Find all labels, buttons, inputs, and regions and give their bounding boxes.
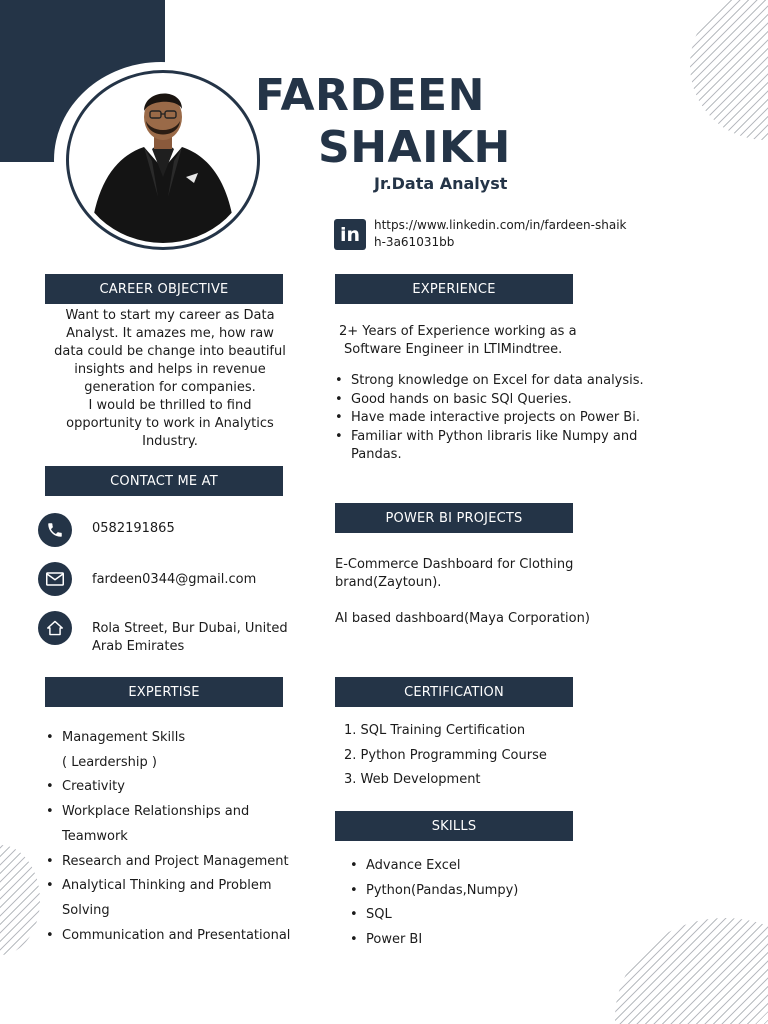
objective-line: insights and helps in revenue bbox=[74, 362, 266, 377]
avatar bbox=[74, 77, 252, 243]
skills-heading: SKILLS bbox=[335, 811, 573, 841]
skills-list bbox=[350, 854, 590, 953]
career-objective-text bbox=[40, 307, 300, 451]
list-item: • Advance Excel bbox=[350, 854, 590, 879]
experience-heading: EXPERIENCE bbox=[335, 274, 573, 304]
career-objective-heading: CAREER OBJECTIVE bbox=[45, 274, 283, 304]
list-item: • Good hands on basic SQl Queries. bbox=[335, 391, 680, 410]
expertise-list bbox=[46, 726, 336, 948]
hatched-circle-decoration bbox=[690, 0, 768, 140]
list-item: • SQL bbox=[350, 903, 590, 928]
linkedin-link[interactable]: https://www.linkedin.com/in/fardeen-shaikh-3a61031bb bbox=[374, 218, 627, 249]
experience-summary bbox=[339, 323, 659, 359]
list-item: 1. SQL Training Certification bbox=[344, 723, 526, 738]
list-item: • Research and Project Management bbox=[46, 850, 336, 875]
home-icon bbox=[38, 611, 72, 645]
experience-summary-line: 2+ Years of Experience working as a bbox=[339, 324, 577, 339]
certification-list bbox=[344, 719, 604, 793]
address-line: Arab Emirates bbox=[92, 639, 185, 654]
power-bi-project-2: AI based dashboard(Maya Corporation) bbox=[335, 611, 590, 626]
list-item: • Familiar with Python libraris like Numpy and Pandas. bbox=[335, 428, 680, 465]
expertise-heading: EXPERTISE bbox=[45, 677, 283, 707]
experience-summary-line: Software Engineer in LTIMindtree. bbox=[344, 342, 563, 357]
power-bi-projects-heading: POWER BI PROJECTS bbox=[335, 503, 573, 533]
list-item: • Strong knowledge on Excel for data analysis. bbox=[335, 372, 680, 391]
address-line: Rola Street, Bur Dubai, United bbox=[92, 621, 288, 636]
objective-line: Analyst. It amazes me, how raw bbox=[66, 326, 274, 341]
phone-icon bbox=[38, 513, 72, 547]
list-item: • Workplace Relationships and bbox=[46, 800, 336, 825]
phone-number[interactable]: 0582191865 bbox=[92, 521, 175, 536]
project-line: E-Commerce Dashboard for Clothing bbox=[335, 557, 574, 572]
first-name: FARDEEN bbox=[255, 70, 485, 121]
objective-line: generation for companies. bbox=[84, 380, 256, 395]
objective-line: Want to start my career as Data bbox=[65, 308, 275, 323]
list-item: • Analytical Thinking and Problem bbox=[46, 874, 336, 899]
list-item: 2. Python Programming Course bbox=[344, 747, 547, 763]
contact-heading: CONTACT ME AT bbox=[45, 466, 283, 496]
address bbox=[92, 620, 288, 656]
list-item: 3. Web Development bbox=[344, 772, 481, 787]
experience-bullet-list bbox=[335, 372, 680, 465]
list-item-continuation: ( Leardership ) bbox=[62, 754, 157, 770]
list-item: • Management Skills bbox=[46, 726, 336, 751]
list-item-continuation: Teamwork bbox=[62, 828, 128, 844]
hatched-circle-decoration bbox=[615, 918, 768, 1024]
list-item: • Power BI bbox=[350, 928, 590, 953]
list-item-continuation: Solving bbox=[62, 902, 110, 918]
certification-heading: CERTIFICATION bbox=[335, 677, 573, 707]
linkedin-icon[interactable]: in bbox=[334, 219, 366, 250]
hatched-circle-decoration bbox=[0, 845, 40, 955]
email-address[interactable]: fardeen0344@gmail.com bbox=[92, 572, 257, 587]
job-title: Jr.Data Analyst bbox=[374, 174, 508, 193]
person-photo bbox=[74, 77, 252, 243]
list-item: • Creativity bbox=[46, 775, 336, 800]
objective-line: opportunity to work in Analytics bbox=[66, 416, 274, 431]
list-item: • Communication and Presentational bbox=[46, 924, 336, 949]
objective-line: I would be thrilled to find bbox=[88, 398, 252, 413]
power-bi-project-1 bbox=[335, 556, 655, 592]
last-name: SHAIKH bbox=[318, 122, 511, 173]
list-item: • Python(Pandas,Numpy) bbox=[350, 879, 590, 904]
project-line: brand(Zaytoun). bbox=[335, 575, 442, 590]
objective-line: data could be change into beautiful bbox=[54, 344, 286, 359]
mail-icon bbox=[38, 562, 72, 596]
objective-line: Industry. bbox=[142, 434, 198, 449]
list-item: • Have made interactive projects on Power Bi. bbox=[335, 409, 680, 428]
